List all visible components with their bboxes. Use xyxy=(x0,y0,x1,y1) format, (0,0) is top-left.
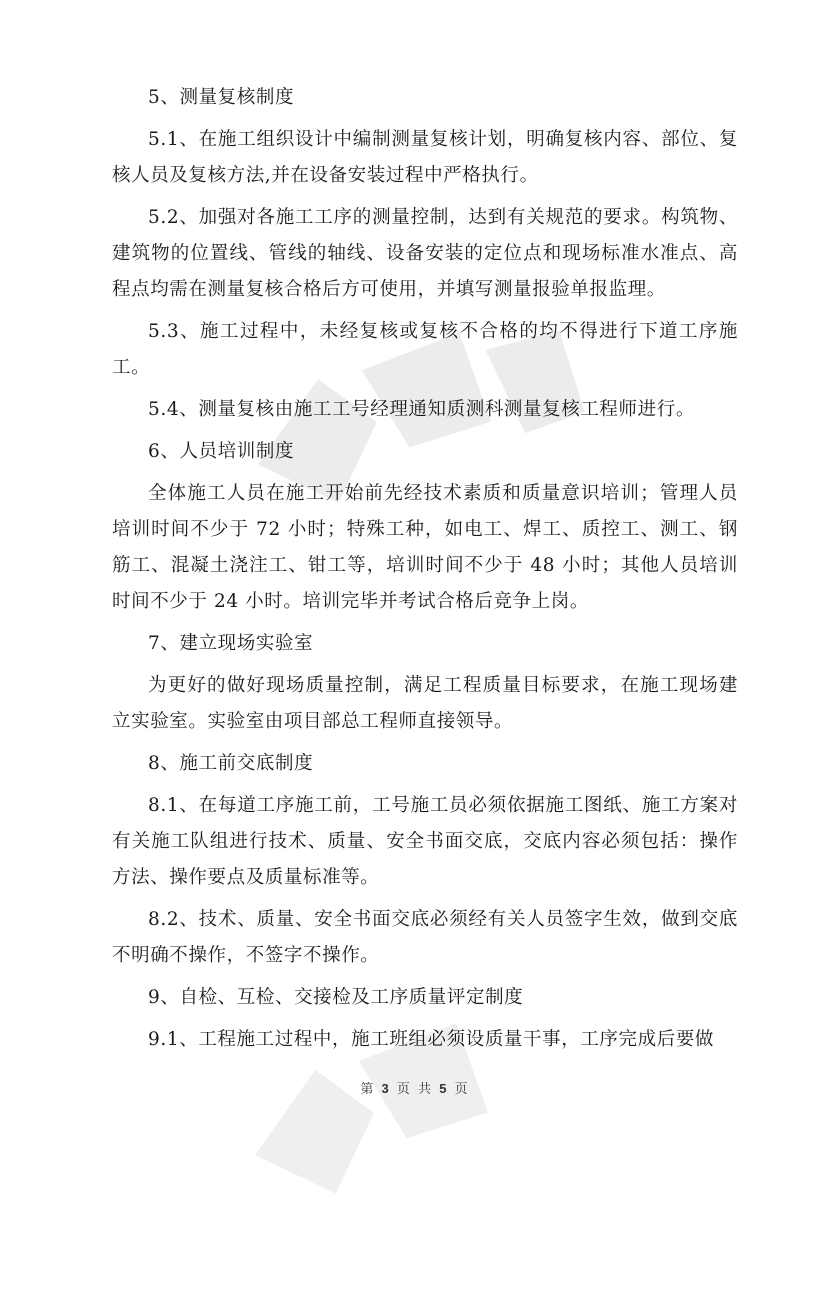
paragraph-7: 为更好的做好现场质量控制，满足工程质量目标要求，在施工现场建立实验室。实验室由项目部总工程师直接领导。 xyxy=(112,675,738,732)
footer-prefix: 第 xyxy=(360,1082,376,1097)
footer-suffix: 页 xyxy=(454,1082,470,1097)
paragraph-9-1: 9.1、工程施工过程中，施工班组必须设质量干事，工序完成后要做 xyxy=(148,1029,715,1050)
page-footer xyxy=(0,1078,830,1097)
footer-current-page: 3 xyxy=(381,1081,391,1096)
heading-8: 8、施工前交底制度 xyxy=(148,753,314,774)
heading-9: 9、自检、互检、交接检及工序质量评定制度 xyxy=(148,987,524,1008)
footer-middle: 页 共 xyxy=(396,1082,434,1097)
paragraph-5-3: 5.3、施工过程中，未经复核或复核不合格的均不得进行下道工序施工。 xyxy=(112,321,738,378)
paragraph-5-4: 5.4、测量复核由施工工号经理通知质测科测量复核工程师进行。 xyxy=(148,399,695,420)
footer-total-pages: 5 xyxy=(439,1081,449,1096)
heading-6: 6、人员培训制度 xyxy=(148,441,295,462)
paragraph-8-1: 8.1、在每道工序施工前，工号施工员必须依据施工图纸、施工方案对有关施工队组进行技术、质量、安全书面交底，交底内容必须包括：操作方法、操作要点及质量标准等。 xyxy=(112,795,738,888)
document-body xyxy=(112,80,738,1058)
paragraph-6: 全体施工人员在施工开始前先经技术素质和质量意识培训；管理人员培训时间不少于 72 小时；特殊工种，如电工、焊工、质控工、测工、钢筋工、混凝土浇注工、钳工等，培训时间不少于 48 小时；其他人员培训时间不少于 24 小时。培训完毕并考试合格后竞争上岗。 xyxy=(112,483,738,612)
paragraph-8-2: 8.2、技术、质量、安全书面交底必须经有关人员签字生效，做到交底不明确不操作，不签字不操作。 xyxy=(112,909,738,966)
paragraph-5-2: 5.2、加强对各施工工序的测量控制，达到有关规范的要求。构筑物、建筑物的位置线、管线的轴线、设备安装的定位点和现场标准水准点、高程点均需在测量复核合格后方可使用，并填写测量报验单报监理。 xyxy=(112,207,738,300)
paragraph-5-1: 5.1、在施工组织设计中编制测量复核计划，明确复核内容、部位、复核人员及复核方法,并在设备安装过程中严格执行。 xyxy=(112,129,738,186)
heading-7: 7、建立现场实验室 xyxy=(148,633,314,654)
heading-5: 5、测量复核制度 xyxy=(148,87,295,108)
